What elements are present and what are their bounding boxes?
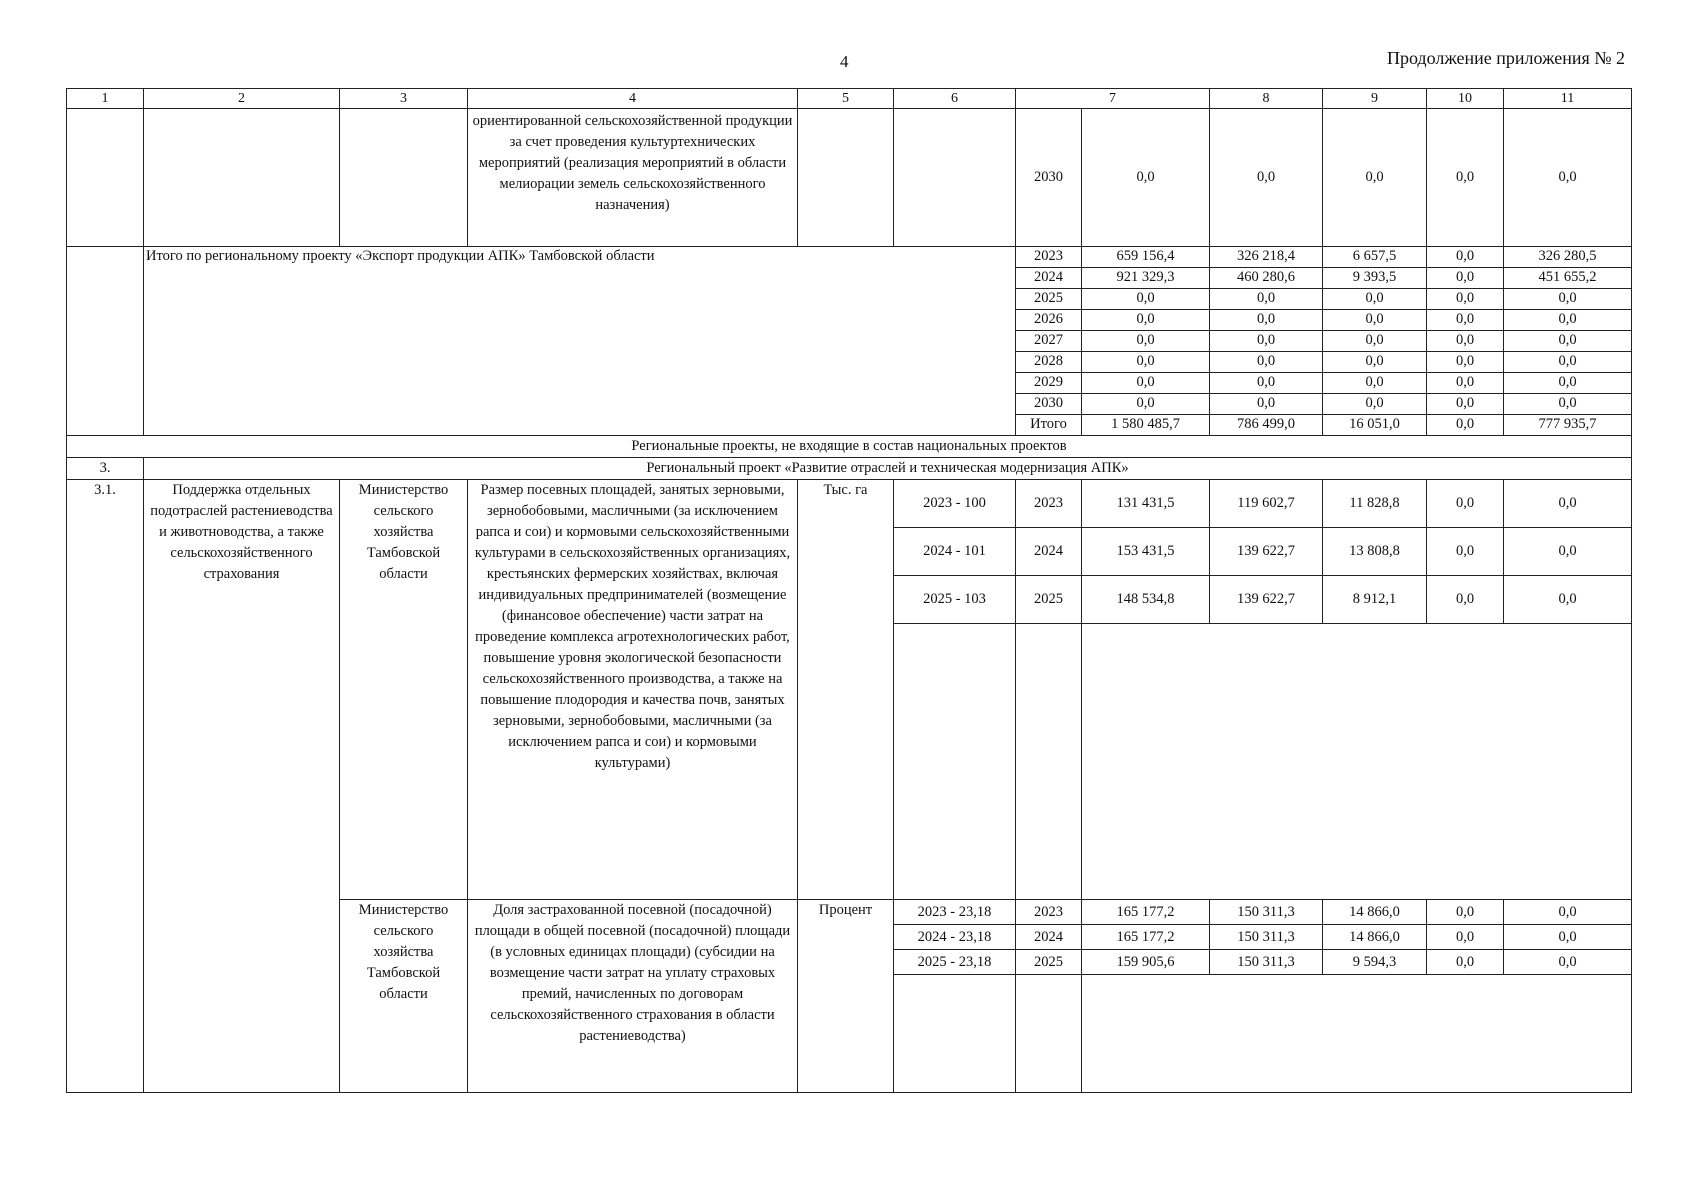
col-header-9: 9 xyxy=(1323,89,1427,109)
value-cell: 0,0 xyxy=(1504,480,1632,528)
value-cell: 0,0 xyxy=(1082,373,1210,394)
value-cell: 0,0 xyxy=(1427,900,1504,925)
project-number: 3. xyxy=(67,458,144,480)
export-total-label: Итого по региональному проекту «Экспорт продукции АПК» Тамбовской области xyxy=(144,247,1016,436)
value-cell: 9 594,3 xyxy=(1323,950,1427,975)
year-cell: 2029 xyxy=(1016,373,1082,394)
value-cell: 0,0 xyxy=(1323,289,1427,310)
value-cell: 139 622,7 xyxy=(1210,576,1323,624)
year-cell: 2024 xyxy=(1016,528,1082,576)
table-row xyxy=(67,247,1632,268)
value-cell: 0,0 xyxy=(1427,373,1504,394)
value-cell: 0,0 xyxy=(1323,109,1427,247)
year-cell: 2030 xyxy=(1016,109,1082,247)
value-cell: 150 311,3 xyxy=(1210,950,1323,975)
value-cell: 9 393,5 xyxy=(1323,268,1427,289)
year-cell: 2026 xyxy=(1016,310,1082,331)
year-cell: 2027 xyxy=(1016,331,1082,352)
value-cell: 0,0 xyxy=(1210,109,1323,247)
value-cell: 0,0 xyxy=(1210,289,1323,310)
target-value: 2025 - 23,18 xyxy=(894,950,1016,975)
value-cell: 0,0 xyxy=(1427,528,1504,576)
year-cell: 2024 xyxy=(1016,268,1082,289)
value-cell: 165 177,2 xyxy=(1082,925,1210,950)
value-cell: 1 580 485,7 xyxy=(1082,415,1210,436)
col-header-10: 10 xyxy=(1427,89,1504,109)
value-cell: 0,0 xyxy=(1210,373,1323,394)
value-cell: 159 905,6 xyxy=(1082,950,1210,975)
year-cell: Итого xyxy=(1016,415,1082,436)
value-cell: 16 051,0 xyxy=(1323,415,1427,436)
value-cell: 0,0 xyxy=(1082,310,1210,331)
value-cell: 0,0 xyxy=(1504,925,1632,950)
value-cell: 0,0 xyxy=(1427,247,1504,268)
value-cell: 0,0 xyxy=(1427,352,1504,373)
value-cell: 0,0 xyxy=(1427,310,1504,331)
value-cell: 0,0 xyxy=(1323,310,1427,331)
value-cell: 0,0 xyxy=(1082,352,1210,373)
value-cell: 0,0 xyxy=(1504,394,1632,415)
value-cell: 0,0 xyxy=(1504,528,1632,576)
value-cell: 150 311,3 xyxy=(1210,925,1323,950)
value-cell: 0,0 xyxy=(1082,331,1210,352)
executor: Министерство сельского хозяйства Тамбовской области xyxy=(340,480,468,900)
unit: Тыс. га xyxy=(798,480,894,900)
table-row xyxy=(67,480,1632,528)
value-cell: 0,0 xyxy=(1323,352,1427,373)
value-cell: 11 828,8 xyxy=(1323,480,1427,528)
value-cell: 0,0 xyxy=(1427,950,1504,975)
value-cell: 460 280,6 xyxy=(1210,268,1323,289)
year-cell: 2023 xyxy=(1016,900,1082,925)
column-header-row xyxy=(67,89,1632,109)
value-cell: 13 808,8 xyxy=(1323,528,1427,576)
value-cell: 0,0 xyxy=(1504,352,1632,373)
col-header-3: 3 xyxy=(340,89,468,109)
project-title: Региональный проект «Развитие отраслей и техническая модернизация АПК» xyxy=(144,458,1632,480)
value-cell: 0,0 xyxy=(1427,268,1504,289)
value-cell: 0,0 xyxy=(1504,576,1632,624)
value-cell: 0,0 xyxy=(1427,576,1504,624)
year-cell: 2024 xyxy=(1016,925,1082,950)
value-cell: 0,0 xyxy=(1427,289,1504,310)
value-cell: 0,0 xyxy=(1323,373,1427,394)
indicator-description: ориентированной сельскохозяйственной продукции за счет проведения культуртехнических мероприятий (реализация мероприятий в области мелиорации земель сельскохозяйственного назначения) xyxy=(468,109,798,247)
value-cell: 0,0 xyxy=(1504,331,1632,352)
target-value: 2024 - 23,18 xyxy=(894,925,1016,950)
year-cell: 2023 xyxy=(1016,480,1082,528)
value-cell: 921 329,3 xyxy=(1082,268,1210,289)
col-header-1: 1 xyxy=(67,89,144,109)
value-cell: 14 866,0 xyxy=(1323,925,1427,950)
value-cell: 0,0 xyxy=(1210,394,1323,415)
indicator-description: Доля застрахованной посевной (посадочной) площади в общей посевной (посадочной) площади (в условных единицах площади) (субсидии на возмещение части затрат на уплату страховых премий, начисленных по договорам сельскохозяйственного страхования в области растениеводства) xyxy=(468,900,798,1093)
value-cell: 326 280,5 xyxy=(1504,247,1632,268)
col-header-5: 5 xyxy=(798,89,894,109)
col-header-4: 4 xyxy=(468,89,798,109)
value-cell: 326 218,4 xyxy=(1210,247,1323,268)
value-cell: 0,0 xyxy=(1323,394,1427,415)
value-cell: 153 431,5 xyxy=(1082,528,1210,576)
section-row xyxy=(67,436,1632,458)
value-cell: 14 866,0 xyxy=(1323,900,1427,925)
unit: Процент xyxy=(798,900,894,1093)
value-cell: 6 657,5 xyxy=(1323,247,1427,268)
value-cell: 0,0 xyxy=(1427,331,1504,352)
value-cell: 8 912,1 xyxy=(1323,576,1427,624)
value-cell: 659 156,4 xyxy=(1082,247,1210,268)
value-cell: 0,0 xyxy=(1504,373,1632,394)
value-cell: 0,0 xyxy=(1082,109,1210,247)
item-name: Поддержка отдельных подотраслей растениеводства и животноводства, а также сельскохозяйственного страхования xyxy=(144,480,340,1093)
year-cell: 2030 xyxy=(1016,394,1082,415)
value-cell: 0,0 xyxy=(1504,950,1632,975)
value-cell: 786 499,0 xyxy=(1210,415,1323,436)
value-cell: 0,0 xyxy=(1082,289,1210,310)
year-cell: 2025 xyxy=(1016,950,1082,975)
value-cell: 139 622,7 xyxy=(1210,528,1323,576)
main-table xyxy=(66,88,1632,1093)
indicator-description: Размер посевных площадей, занятых зерновыми, зернобобовыми, масличными (за исключением рапса и сои) и кормовыми сельскохозяйственными культурами в сельскохозяйственных организациях, крестьянских фермерских хозяйствах, включая индивидуальных предпринимателей (возмещение (финансовое обеспечение) части затрат на проведение комплекса агротехнологических работ, повышение уровня экологической безопасности сельскохозяйственного производства, а также на повышение плодородия и качества почв, занятых зерновыми, зернобобовыми, масличными (за исключением рапса и сои) и кормовыми культурами) xyxy=(468,480,798,900)
year-cell: 2023 xyxy=(1016,247,1082,268)
table-row xyxy=(67,109,1632,247)
value-cell: 0,0 xyxy=(1210,352,1323,373)
target-value: 2023 - 23,18 xyxy=(894,900,1016,925)
project-row xyxy=(67,458,1632,480)
value-cell: 0,0 xyxy=(1427,109,1504,247)
year-cell: 2025 xyxy=(1016,289,1082,310)
section-heading: Региональные проекты, не входящие в состав национальных проектов xyxy=(67,436,1632,458)
value-cell: 0,0 xyxy=(1082,394,1210,415)
value-cell: 150 311,3 xyxy=(1210,900,1323,925)
col-header-6: 6 xyxy=(894,89,1016,109)
col-header-8: 8 xyxy=(1210,89,1323,109)
appendix-note: Продолжение приложения № 2 xyxy=(1386,48,1625,68)
value-cell: 0,0 xyxy=(1427,394,1504,415)
executor: Министерство сельского хозяйства Тамбовской области xyxy=(340,900,468,1093)
year-cell: 2025 xyxy=(1016,576,1082,624)
value-cell: 131 431,5 xyxy=(1082,480,1210,528)
target-value: 2025 - 103 xyxy=(894,576,1016,624)
value-cell: 0,0 xyxy=(1504,900,1632,925)
value-cell: 0,0 xyxy=(1427,925,1504,950)
page-number: 4 xyxy=(840,52,849,71)
value-cell: 165 177,2 xyxy=(1082,900,1210,925)
item-number: 3.1. xyxy=(67,480,144,1093)
value-cell: 0,0 xyxy=(1323,331,1427,352)
value-cell: 0,0 xyxy=(1504,109,1632,247)
value-cell: 0,0 xyxy=(1210,310,1323,331)
value-cell: 777 935,7 xyxy=(1504,415,1632,436)
col-header-2: 2 xyxy=(144,89,340,109)
col-header-11: 11 xyxy=(1504,89,1632,109)
value-cell: 148 534,8 xyxy=(1082,576,1210,624)
col-header-7: 7 xyxy=(1016,89,1210,109)
value-cell: 0,0 xyxy=(1504,289,1632,310)
value-cell: 119 602,7 xyxy=(1210,480,1323,528)
value-cell: 0,0 xyxy=(1504,310,1632,331)
target-value: 2023 - 100 xyxy=(894,480,1016,528)
target-value: 2024 - 101 xyxy=(894,528,1016,576)
value-cell: 0,0 xyxy=(1427,415,1504,436)
value-cell: 0,0 xyxy=(1210,331,1323,352)
value-cell: 451 655,2 xyxy=(1504,268,1632,289)
year-cell: 2028 xyxy=(1016,352,1082,373)
value-cell: 0,0 xyxy=(1427,480,1504,528)
